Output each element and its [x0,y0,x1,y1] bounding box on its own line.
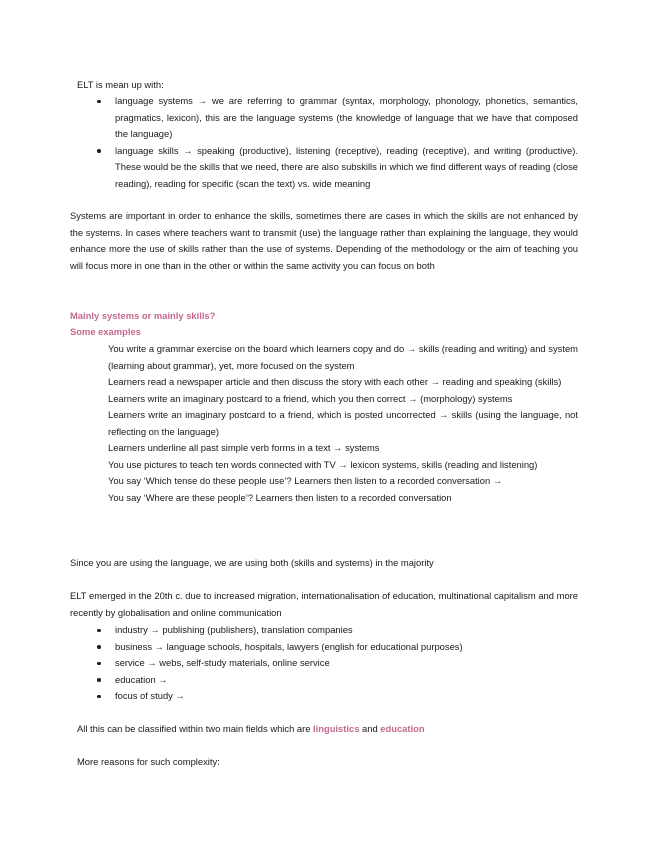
example-item: You use pictures to teach ten words connected with TV → lexicon systems, skills (reading and listening) [108,458,538,470]
list-item-text: business → language schools, hospitals, lawyers (english for educational purposes) [115,640,463,652]
list-item [115,143,578,193]
list-item-text: focus of study → [115,690,185,702]
list-item [115,93,578,143]
example-item: You say ‘Where are these people’? Learners then listen to a recorded conversation [108,491,452,503]
list-item-text: education → [115,673,168,685]
bullet-icon [97,662,101,666]
list-item [115,672,578,689]
heading-mainly: Mainly systems or mainly skills? [70,310,216,321]
list-item-text: language skills → speaking (productive), listening (receptive), reading (receptive), and writing (productive). These would be the skills that we need, there are also subskills in which we find different ways of reading (close reading), reading for specific (scan the text) vs. wide meaning [115,144,578,189]
linguistics-term: linguistics [313,723,360,734]
bullet-icon [97,678,101,682]
heading-examples: Some examples [70,326,141,337]
example-item: Learners write an imaginary postcard to a friend, which is posted uncorrected → skills (using the language, not reflecting on the language) [108,409,578,437]
list-item [115,622,578,639]
list-item [115,639,578,656]
bottom-bullet-list [115,622,578,705]
list-item [115,688,578,705]
example-item: Learners read a newspaper article and then discuss the story with each other → reading and speaking (skills) [108,376,562,387]
list-item [115,655,578,672]
example-item: You say ‘Which tense do these people use’? Learners then listen to a recorded conversation → [108,475,503,486]
examples-list [108,341,578,506]
education-term: education [380,723,425,734]
intro-line: ELT is mean up with: [77,79,164,90]
top-bullet-list [115,93,578,193]
bullet-icon [97,645,101,649]
example-item: Learners underline all past simple verb forms in a text → systems [108,442,380,453]
since-paragraph: Since you are using the language, we are using both (skills and systems) in the majority [70,557,434,568]
list-item-text: service → webs, self-study materials, online service [115,657,330,669]
list-item-text: language systems → we are referring to grammar (syntax, morphology, phonology, phonetics, semantics, pragmatics, lexicon), this are the language systems (the knowledge of language that we have that composed the language) [115,95,578,140]
elt-paragraph: ELT emerged in the 20th c. due to increased migration, internationalisation of education, multinational capitalism and more recently by globalisation and online communication [70,590,578,618]
fields-prefix: All this can be classified within two main fields which are [77,723,314,734]
example-item: Learners write an imaginary postcard to a friend, which you then correct → (morphology) systems [108,392,513,404]
fields-sentence [77,721,425,738]
systems-paragraph: Systems are important in order to enhance the skills, sometimes there are cases in which the skills are not enhanced by the systems. In cases where teachers want to transmit (use) the language rather than explaining the language, they would enhance more the use of skills rather than the use of systems. Depending of the methodology or the aim of teaching you will focus more in one than in the other or within the same activity you can focus on both [70,210,578,271]
bullet-icon [97,100,101,104]
more-reasons-line: More reasons for such complexity: [77,756,220,767]
example-item: You write a grammar exercise on the board which learners copy and do → skills (reading and writing) and system (learning about grammar), yet, more focused on the system [108,343,578,371]
list-item-text: industry → publishing (publishers), translation companies [115,624,353,635]
bullet-icon [97,695,101,699]
bullet-icon [97,629,101,633]
fields-and: and [359,723,381,734]
bullet-icon [97,149,101,153]
